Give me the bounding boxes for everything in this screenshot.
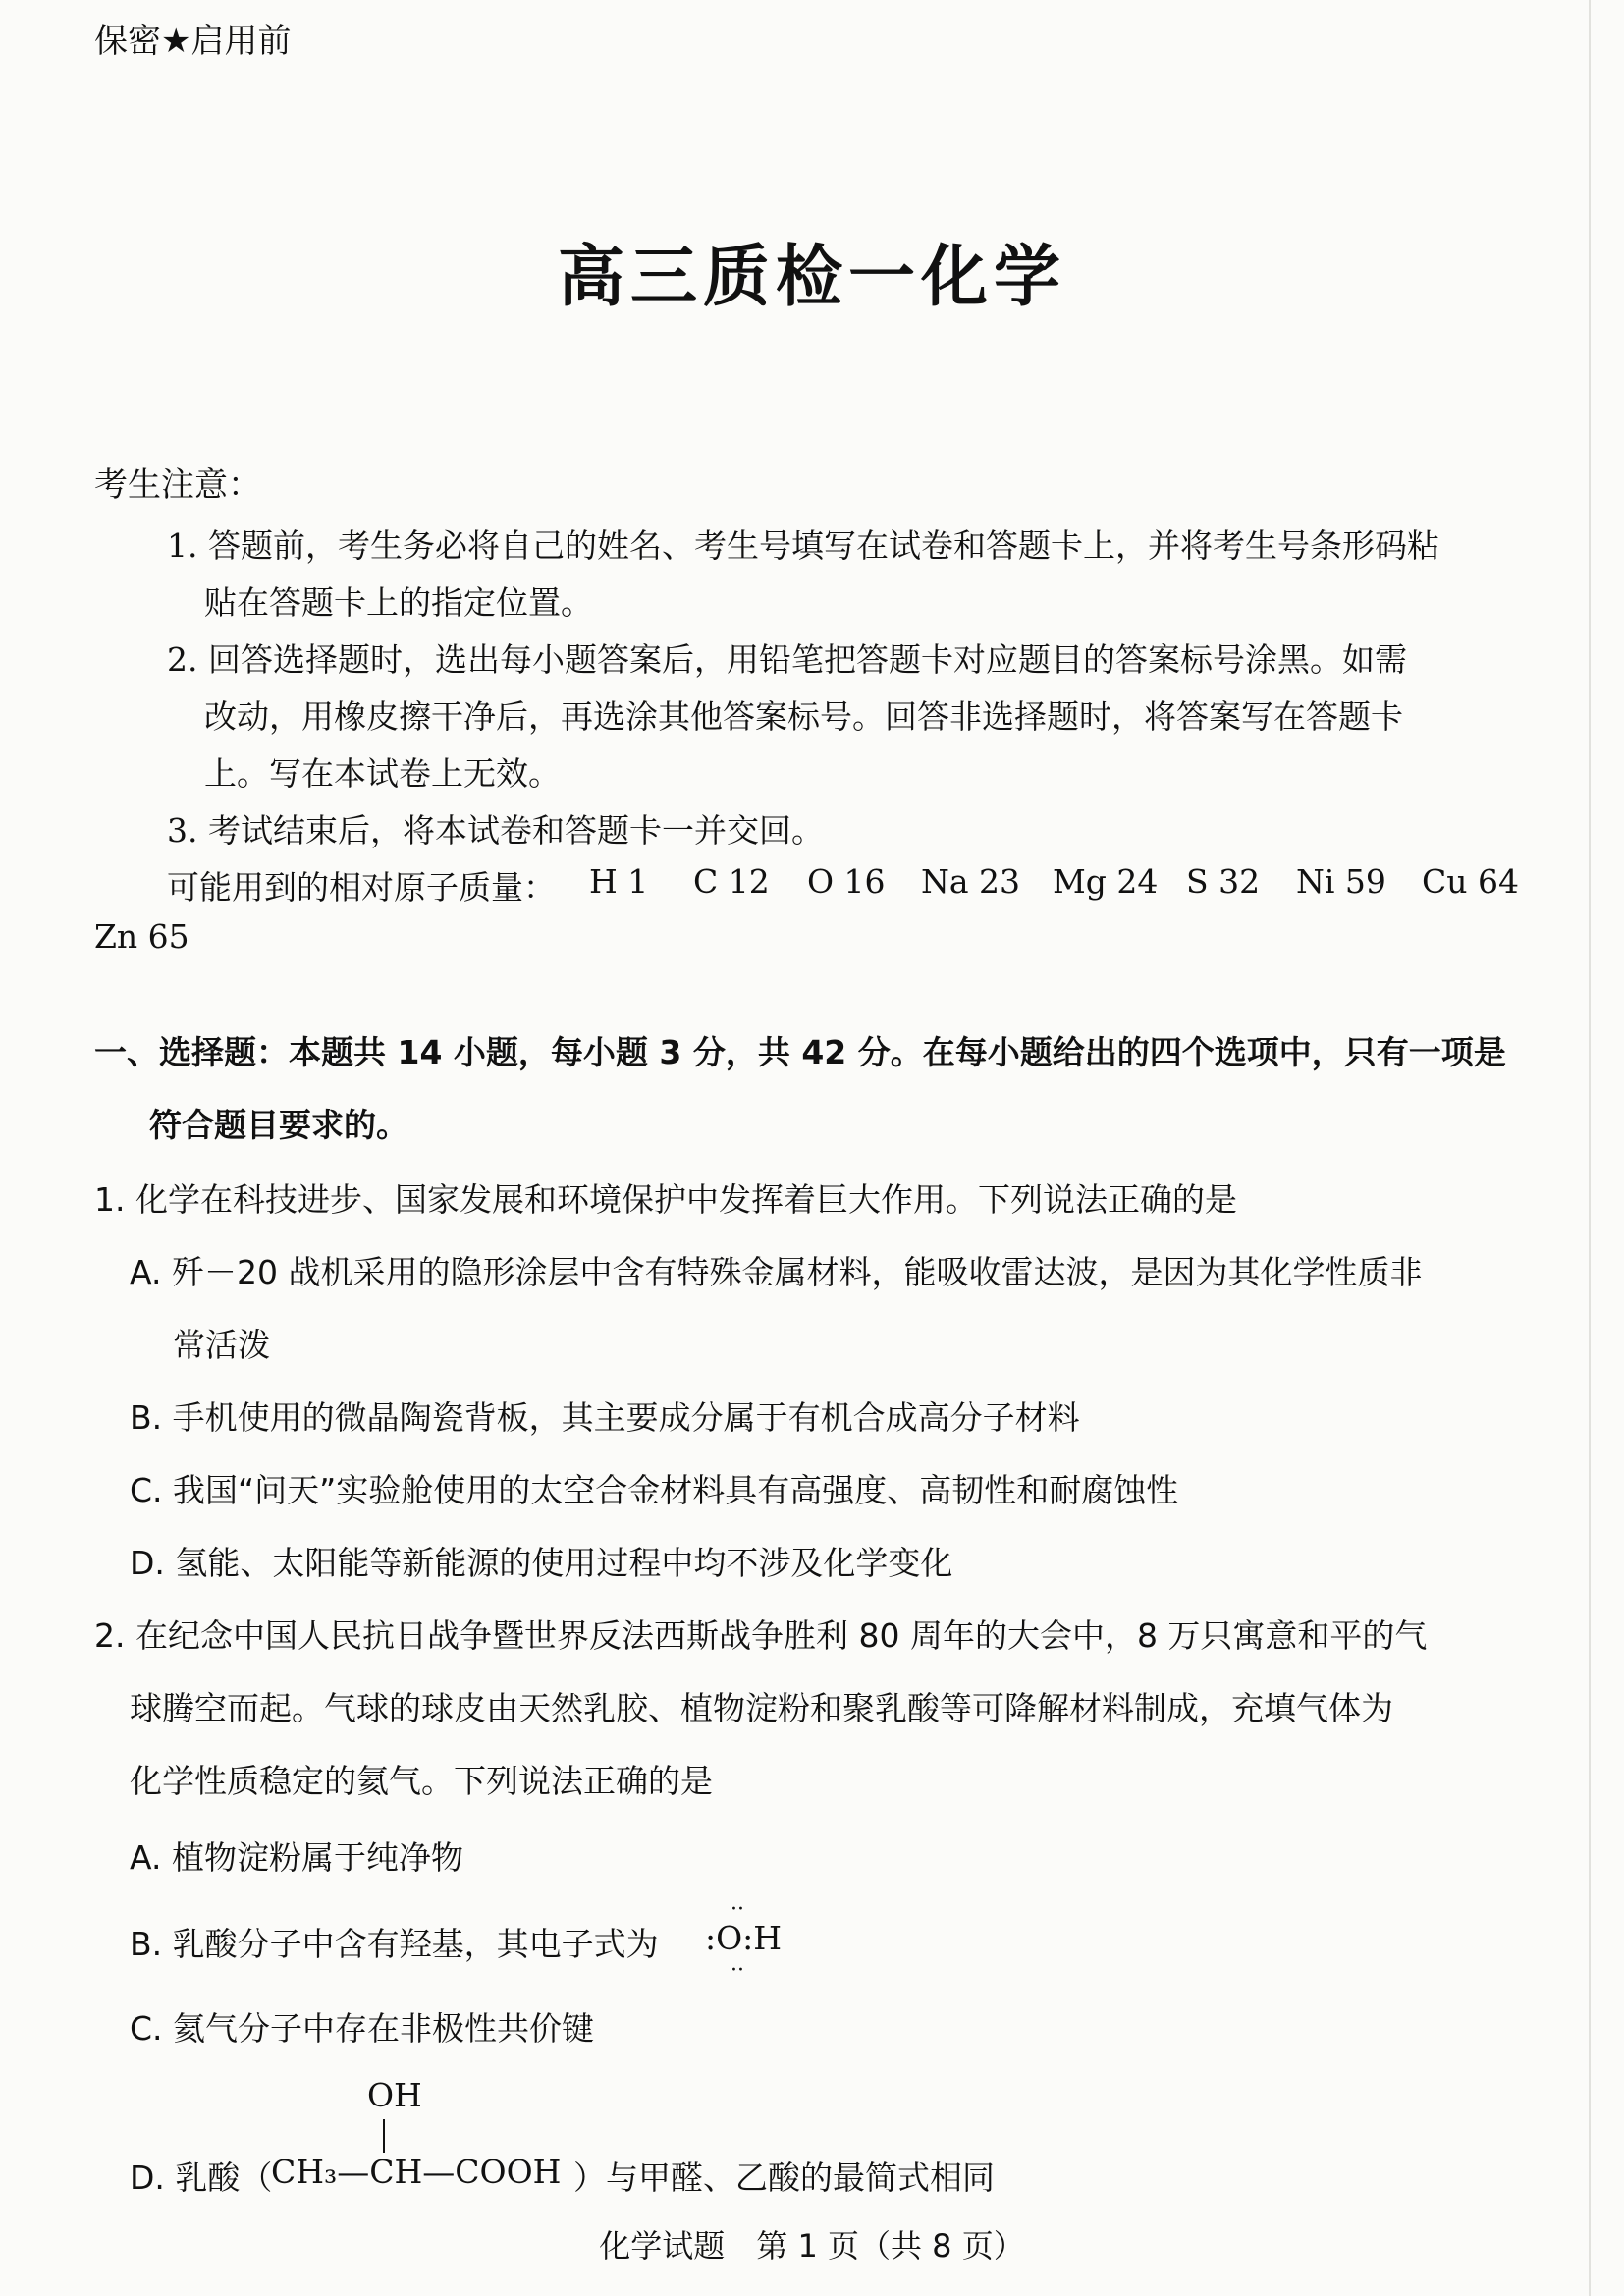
question-2-option-d-prefix: D. 乳酸（ <box>130 2159 273 2197</box>
atomic-mass-h: H 1 <box>589 862 649 901</box>
notice-heading: 考生注意： <box>94 465 261 505</box>
notice-item-3: 3. 考试结束后，将本试卷和答题卡一并交回。 <box>167 811 824 849</box>
question-1-option-c: C. 我国“问天”实验舱使用的太空合金材料具有高强度、高韧性和耐腐蚀性 <box>130 1471 1179 1509</box>
atomic-mass-label: 可能用到的相对原子质量： <box>167 868 556 906</box>
section-1-heading-line-2: 符合题目要求的。 <box>149 1106 408 1144</box>
section-1-heading-line-1: 一、选择题：本题共 14 小题，每小题 3 分，共 42 分。在每小题给出的四个选项中，只有一项是 <box>94 1033 1506 1071</box>
question-2-stem-line-3: 化学性质稳定的氦气。下列说法正确的是 <box>130 1762 713 1800</box>
notice-item-1-line-2: 贴在答题卡上的指定位置。 <box>204 583 593 622</box>
atomic-mass-zn: Zn 65 <box>94 917 189 956</box>
question-1-stem: 1. 化学在科技进步、国家发展和环境保护中发挥着巨大作用。下列说法正确的是 <box>94 1180 1237 1219</box>
question-1-option-a-line-2: 常活泼 <box>173 1326 270 1364</box>
question-2-stem-line-1: 2. 在纪念中国人民抗日战争暨世界反法西斯战争胜利 80 周年的大会中，8 万只寓意和平的气 <box>94 1616 1428 1655</box>
atomic-mass-ni: Ni 59 <box>1296 862 1386 901</box>
notice-item-2-line-1: 2. 回答选择题时，选出每小题答案后，用铅笔把答题卡对应题目的答案标号涂黑。如需 <box>167 640 1407 679</box>
question-1-option-a-line-1: A. 歼－20 战机采用的隐形涂层中含有特殊金属材料，能吸收雷达波，是因为其化学性质非 <box>130 1253 1423 1291</box>
lactic-acid-vertical-bond <box>383 2119 385 2153</box>
confidential-label: 保密★启用前 <box>94 22 292 61</box>
atomic-mass-s: S 32 <box>1186 862 1261 901</box>
question-2-option-d-suffix: ）与甲醛、乙酸的最简式相同 <box>573 2159 995 2197</box>
page-edge-line <box>1589 0 1591 2296</box>
question-1-option-d: D. 氢能、太阳能等新能源的使用过程中均不涉及化学变化 <box>130 1544 953 1582</box>
page-title: 高三质检一化学 <box>557 239 1066 316</box>
question-2-option-c: C. 氦气分子中存在非极性共价键 <box>130 2009 595 2048</box>
question-2-option-b: B. 乳酸分子中含有羟基，其电子式为 <box>130 1925 659 1963</box>
notice-item-2-line-3: 上。写在本试卷上无效。 <box>204 754 561 793</box>
atomic-mass-na: Na 23 <box>921 862 1021 901</box>
question-2-option-a: A. 植物淀粉属于纯净物 <box>130 1838 463 1877</box>
atomic-mass-c: C 12 <box>693 862 770 901</box>
lone-pair-dots-bottom: ·· <box>731 1958 744 1983</box>
notice-item-2-line-2: 改动，用橡皮擦干净后，再选涂其他答案标号。回答非选择题时，将答案写在答题卡 <box>204 697 1403 736</box>
atomic-mass-cu: Cu 64 <box>1422 862 1519 901</box>
atomic-mass-o: O 16 <box>807 862 886 901</box>
question-1-option-b: B. 手机使用的微晶陶瓷背板，其主要成分属于有机合成高分子材料 <box>130 1398 1080 1437</box>
lactic-acid-formula: CH₃—CH—COOH <box>271 2153 562 2191</box>
question-2-stem-line-2: 球腾空而起。气球的球皮由天然乳胶、植物淀粉和聚乳酸等可降解材料制成，充填气体为 <box>130 1689 1393 1727</box>
notice-item-1-line-1: 1. 答题前，考生务必将自己的姓名、考生号填写在试卷和答题卡上，并将考生号条形码粘 <box>167 526 1439 565</box>
hydroxyl-electron-formula: :O:H <box>705 1919 783 1957</box>
lone-pair-dots-top: ·· <box>731 1897 744 1922</box>
atomic-mass-mg: Mg 24 <box>1053 862 1159 901</box>
page-footer: 化学试题 第 1 页（共 8 页） <box>599 2227 1025 2265</box>
lactic-acid-oh-group: OH <box>367 2076 422 2114</box>
